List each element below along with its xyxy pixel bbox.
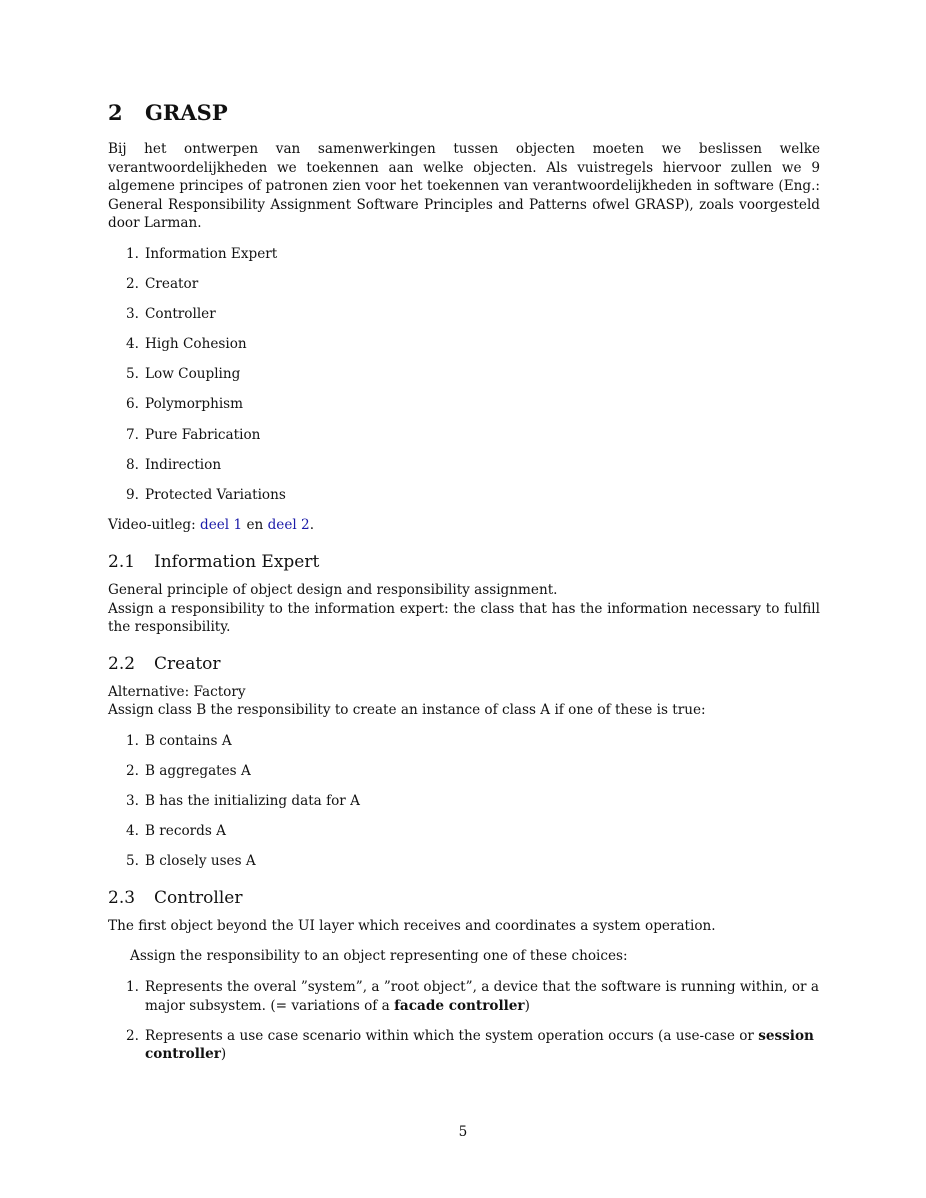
paragraph: Assign a responsibility to the information expert: the class that has the information necessary to fulfill the responsibility. [108, 600, 820, 636]
paragraph: Alternative: Factory [108, 683, 246, 700]
section-heading-grasp [108, 100, 820, 126]
list-item: 4. High Cohesion [126, 336, 247, 353]
list-item: 5. B closely uses A [126, 853, 256, 870]
list-item: 1. B contains A [126, 732, 232, 749]
list-item: 9. Protected Variations [126, 486, 286, 503]
page-number: 5 [458, 1124, 468, 1140]
list-item: 4. B records A [126, 823, 226, 840]
list-item: 1. Information Expert [126, 245, 278, 262]
video-link-part-1[interactable]: deel 1 [200, 517, 243, 534]
subsection-heading-creator [108, 653, 820, 675]
intro-paragraph: Bij het ontwerpen van samenwerkingen tussen objecten moeten we beslissen welke verantwoordelijkheden we toekennen aan welke objecten. Als vuistregels hiervoor zullen we 9 algemene principes of patronen zien voor het toekennen van verantwoordelijkheden in software (Eng.: General Responsibility Assignment Software Principles and Patterns ofwel GRASP), zoals voorgesteld door Larman. [108, 141, 820, 232]
list-item: 3. Controller [126, 306, 216, 323]
list-item: 2. Creator [126, 276, 199, 293]
subsection-title: Controller [154, 887, 243, 908]
list-item: 2. B aggregates A [126, 762, 251, 779]
subsection-title: Creator [154, 653, 221, 674]
paragraph: General principle of object design and responsibility assignment. [108, 581, 558, 598]
section-number: 2 [108, 100, 123, 125]
list-item: 3. B has the initializing data for A [126, 793, 360, 810]
grasp-principles-list [108, 245, 820, 504]
controller-choices-list [108, 978, 820, 1064]
subsection-number: 2.1 [108, 551, 136, 572]
list-item: 2. Represents a use case scenario within which the system operation occurs (a use-case or session controller) [126, 1027, 814, 1063]
subsection-number: 2.2 [108, 653, 136, 674]
list-item: 7. Pure Fabrication [126, 426, 261, 443]
list-item: 5. Low Coupling [126, 366, 241, 383]
paragraph: The first object beyond the UI layer which receives and coordinates a system operation. [108, 917, 716, 934]
section-title: GRASP [145, 100, 228, 125]
subsection-number: 2.3 [108, 887, 136, 908]
video-links-line: Video-uitleg: deel 1 en deel 2. [108, 517, 315, 534]
document-page [108, 100, 820, 1064]
list-item: 6. Polymorphism [126, 396, 244, 413]
creator-conditions-list [108, 732, 820, 871]
video-link-part-2[interactable]: deel 2 [267, 517, 310, 534]
subsection-title: Information Expert [154, 551, 320, 572]
indented-paragraph: Assign the responsibility to an object representing one of these choices: [130, 948, 628, 965]
subsection-heading-controller [108, 887, 820, 909]
list-item: 8. Indirection [126, 456, 222, 473]
subsection-heading-information-expert [108, 551, 820, 573]
list-item: 1. Represents the overal ”system”, a ”root object”, a device that the software is running within, or a major subsystem. (= variations of a facade controller) [126, 979, 819, 1014]
paragraph: Assign class B the responsibility to create an instance of class A if one of these is true: [108, 702, 706, 719]
